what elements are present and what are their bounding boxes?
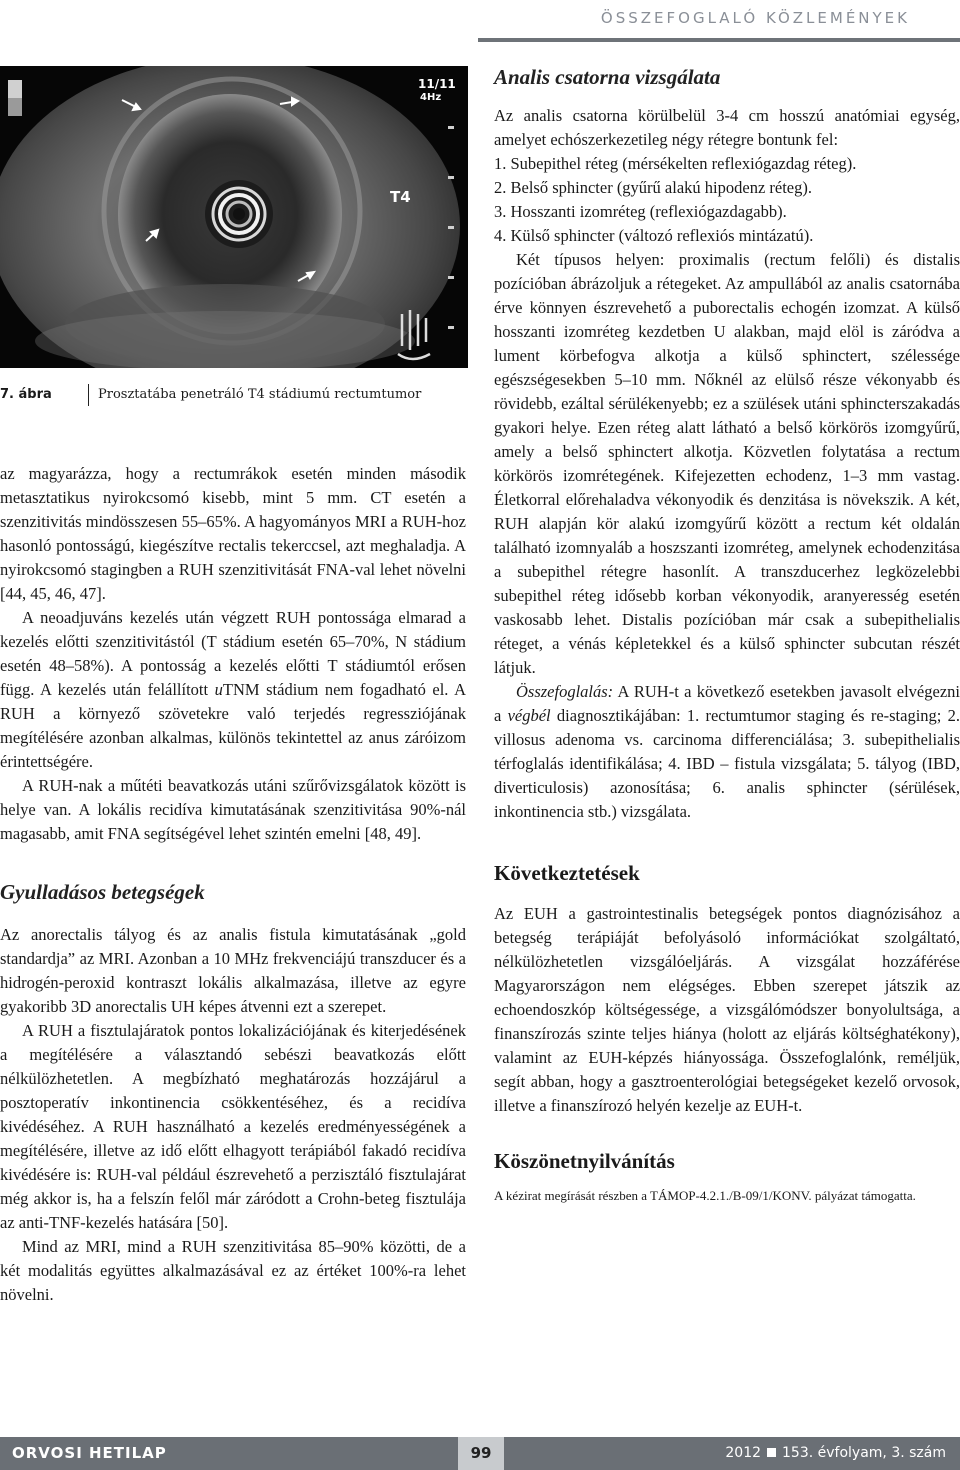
- summary-label: Összefoglalás:: [516, 682, 614, 701]
- figure-caption: [0, 384, 468, 408]
- overlay-freq: 4Hz: [420, 92, 442, 103]
- left-column: [0, 462, 466, 1307]
- heading-inflammatory: Gyulladásos betegségek: [0, 880, 205, 904]
- right-column: [494, 64, 960, 1205]
- left-paragraph-2-a: A neoadjuváns kezelés után végzett RUH pontossága elmarad a kezelés előtti szenzitivitástól (T stádium esetén 65–70%, N stádium esetén 48–58%). A pontosság a kezelés előtti T stádiumtól erősen függ. A kezelés után felállított: [0, 608, 466, 699]
- right-paragraph-2: Két típusos helyen: proximalis (rectum felőli) és distalis pozícióban ábrázoljuk a rétegeket. Az ampullából az analis csatornába érve könnyen észrevehető a puborectalis echogén izomzat. A külső hosszanti izomréteg kezdetben U alakban, majd elöl is záródva a lument körbefogva alkotja a külső sphinctert, szélessége egészségesekben 5–10 mm. Nőknél az elülső része vékonyabb és rövidebb, ezáltal sérülékenyebb; ez a szülések utáni sphincterszakadás gyakori helye. Ezen réteg alatt látható a belső körkörös izomgyűrű, amely a belső sphinctert alkotja. Közvetlen folytatása a rectum körkörös izomrétegének. Kifejezetten echodenz, 1–3 mm vastag. Életkorral előrehaladva vékonyodik és denzitása is növekszik. A két, RUH alapján kör alakú izomgyűrű között a rectum két oldalán található izomnyaláb a hoszszanti izomréteg, amelynek echodenzitása a subepithel rétegre hasonlít. A transzducerhez legközelebbi subepithel réteg idősebb korban vékonyodik, aranyeresség esetén vaskosabb lehet. Distalis pozícióban már csak a subepithelialis réteget, a vénás képletekkel és a külső sphincter subcutan részét látjuk.: [494, 250, 960, 677]
- caption-text: Prosztatába penetráló T4 stádiumú rectumtumor: [98, 387, 422, 402]
- overlay-label: T4: [390, 188, 411, 206]
- left-paragraph-3: A RUH-nak a műtéti beavatkozás utáni szűrővizsgálatok között is helye van. A lokális recidíva kimutatásának szenzitivitása 90%-nál magasabb, amit FNA segítségével lehet szintén emelni [48, 49].: [0, 776, 466, 843]
- right-paragraph-3-italic: végbél: [507, 706, 551, 725]
- square-separator: [767, 1448, 776, 1457]
- issue-year: 2012: [725, 1445, 762, 1461]
- caption-number: 7. ábra: [0, 387, 52, 402]
- caption-separator: [88, 384, 89, 406]
- ultrasound-image: [0, 66, 468, 368]
- left-paragraph-2-italic: u: [214, 680, 223, 699]
- header-bar: [0, 0, 960, 38]
- journal-name: ORVOSI HETILAP: [12, 1444, 167, 1462]
- right-paragraph-3-a: A RUH-t a következő esetekben javasolt elvégezni a: [494, 682, 960, 725]
- left-paragraph-4: Az anorectalis tályog és az analis fistula kimutatásának „gold standardja” az MRI. Azonban a 10 MHz frekvenciájú transzducer és a hidrogén-peroxid kontraszt lokális alkalmazása, illetve az egyre gyakoribb 3D anorectalis UH képes átvenni ezt a szerepet.: [0, 925, 466, 1016]
- acknowledgement-text: A kézirat megírását részben a TÁMOP-4.2.1./B-09/1/KONV. pályázat támogatta.: [494, 1188, 916, 1203]
- left-paragraph-6: Mind az MRI, mind a RUH szenzitivitása 85–90% közötti, de a két modalitás együttes alkalmazásával ez az értéket 100%-ra lehet növelni.: [0, 1237, 466, 1304]
- left-paragraph-2-b: TNM stádium nem fogadható el. A RUH a környező szövetekre való terjedés regressziójának megítélésére azonban alkalmas, különös tekintettel az anus záróizom érintettségére.: [0, 680, 466, 771]
- right-paragraph-1: Az analis csatorna körülbelül 3-4 cm hosszú anatómiai egység, amelyet echószerkezetileg négy rétegre bontunk fel:: [494, 106, 960, 149]
- left-paragraph-2: [0, 606, 466, 774]
- page-number: 99: [458, 1437, 504, 1470]
- layer-list-item: 4. Külső sphincter (változó reflexiós mintázatú).: [494, 226, 814, 245]
- right-paragraph-3-b: diagnosztikájában: 1. rectumtumor staging és re-staging; 2. villosus adenoma vs. carcinoma differenciálása; 3. subepithelialis térfoglalás identifikálása; 4. IBD – fistula vizsgálata; 5. tályog (IBD, diverticulosis) azonosítása; 6. analis sphincter (sérülések, inkontinencia stb.) vizsgálata.: [494, 706, 960, 821]
- layer-list-item: 2. Belső sphincter (gyűrű alakú hipodenz réteg).: [494, 178, 812, 197]
- issue-info: [725, 1445, 946, 1461]
- header-rule: [478, 38, 960, 42]
- heading-acknowledgements: Köszönetnyilvánítás: [494, 1149, 675, 1173]
- heading-anal-canal: Analis csatorna vizsgálata: [494, 65, 721, 89]
- right-paragraph-4: Az EUH a gastrointestinalis betegségek pontos diagnózisához a betegség terápiáját befolyásoló információkat szolgáltató, nélkülözhetetlen vizsgálóeljárás. A vizsgálat hozzáférése Magyarországon nem elégséges. Ebben szerepet játszik az echoendoszkóp költségessége, a vizsgálómódszer bonyolultsága, a finanszírozás szinte teljes hiánya (holott az eljárás költséghatékony), valamint az EUH-képzés hiányossága. Összefoglalónk, reméljük, segít abban, hogy a gasztroenterológiai betegségeket kezelő orvosok, illetve a finanszírozó helyén kezelje az EUH-t.: [494, 904, 960, 1115]
- issue-volume: 153. évfolyam, 3. szám: [782, 1445, 946, 1461]
- layer-list-item: 3. Hosszanti izomréteg (reflexiógazdagabb).: [494, 202, 787, 221]
- overlay-depth: 11/11: [418, 77, 456, 91]
- section-title: ÖSSZEFOGLALÓ KÖZLEMÉNYEK: [600, 9, 910, 27]
- page-footer: [0, 1437, 960, 1470]
- right-paragraph-3: [494, 680, 960, 824]
- ultrasound-figure: [0, 66, 468, 368]
- heading-conclusions: Következtetések: [494, 861, 640, 885]
- layer-list-item: 1. Subepithel réteg (mérsékelten reflexiógazdag réteg).: [494, 154, 857, 173]
- left-paragraph-1: az magyarázza, hogy a rectumrákok esetén minden második metasztatikus nyirokcsomó kisebb, mint 5 mm. CT esetén a szenzitivitás mindösszesen 55–65%. A hagyományos MRI a RUH-hoz hasonló pontosságú, kiegészítve rectalis tekerccsel, azt meghaladja. A nyirokcsomó stagingben a RUH szenzitivitását FNA-val lehet növelni [44, 45, 46, 47].: [0, 464, 466, 603]
- left-paragraph-5: A RUH a fisztulajáratok pontos lokalizációjának és kiterjedésének a megítélésére a választandó sebészi beavatkozás előtt nélkülözhetetlen. A megbízható meghatározás hozzájárul a posztoperatív inkontinencia csökkentéséhez, és a recidíva kivédéséhez. A RUH használható a kezelés eredményességének a megítélésére, illetve az idő előtt elhagyott terápiából fakadó recidíva kivédésére is: RUH-val például észrevehető a perzisztáló fisztulajárat még akkor is, ha a felszín felől már záródott a Crohn-beteg fisztulája az anti-TNF-kezelés hatására [50].: [0, 1021, 466, 1232]
